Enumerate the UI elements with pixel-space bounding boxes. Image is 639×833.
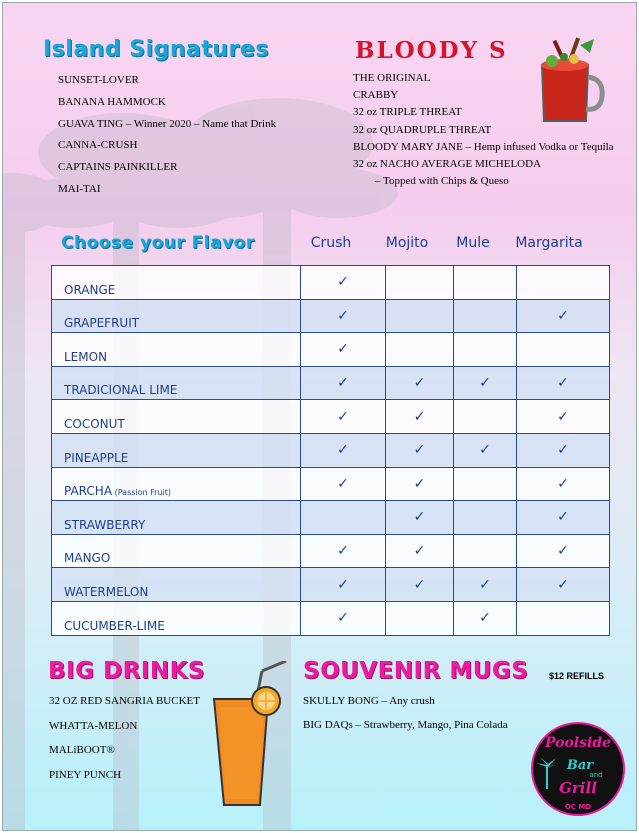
flavor-sublabel: (Passion Fruit): [112, 488, 171, 498]
check-icon: ✓: [337, 408, 349, 425]
check-icon: ✓: [337, 442, 349, 459]
check-cell: [386, 501, 454, 535]
check-cell: [386, 601, 454, 635]
column-header-mojito: Mojito: [385, 235, 429, 251]
check-cell: [386, 366, 454, 400]
list-item: PINEY PUNCH: [49, 768, 122, 781]
list-item: 32 oz QUADRUPLE THREAT: [353, 123, 492, 136]
list-item: MALiBOOT®: [49, 744, 115, 756]
list-item: BIG DAQs – Strawberry, Mango, Pina Colada: [303, 719, 508, 731]
flavor-label: MANGO: [64, 551, 111, 566]
flavor-label: CUCUMBER-LIME: [64, 618, 165, 633]
flavor-label: STRAWBERRY: [64, 517, 146, 532]
flavor-name: [52, 333, 301, 367]
check-cell: [454, 366, 517, 400]
flavor-label: ORANGE: [64, 282, 116, 297]
check-cell: [454, 467, 517, 501]
list-item: BLOODY MARY JANE – Hemp infused Vodka or Tequila: [353, 140, 614, 153]
check-cell: [454, 534, 517, 568]
flavor-label: COCONUT: [64, 416, 125, 431]
menu-page: [2, 2, 637, 831]
check-icon: ✓: [479, 375, 491, 392]
flavor-label: TRADICIONAL LIME: [64, 383, 178, 398]
list-item: – Topped with Chips & Queso: [375, 175, 509, 188]
check-cell: [301, 400, 386, 434]
check-cell: [517, 400, 610, 434]
check-icon: ✓: [337, 610, 349, 627]
flavor-label: PARCHA: [64, 484, 113, 499]
check-icon: ✓: [479, 576, 491, 593]
column-header-margarita: Margarita: [515, 235, 583, 251]
check-icon: ✓: [337, 576, 349, 593]
table-row: [52, 366, 610, 400]
flavor-name: [52, 400, 301, 434]
check-cell: [454, 501, 517, 535]
flavor-name: [52, 501, 301, 535]
check-icon: ✓: [479, 442, 491, 459]
souvenir-title: SOUVENIR MUGS: [303, 658, 529, 684]
signatures-title: Island Signatures: [43, 37, 269, 62]
check-cell: [517, 266, 610, 300]
check-cell: [301, 534, 386, 568]
check-cell: [517, 433, 610, 467]
list-item: BANANA HAMMOCK: [58, 95, 166, 108]
check-cell: [517, 467, 610, 501]
check-icon: ✓: [557, 442, 569, 459]
list-item: GUAVA TING – Winner 2020 – Name that Drink: [58, 117, 277, 130]
check-icon: ✓: [557, 543, 569, 560]
table-row: [52, 400, 610, 434]
logo-line2: Bar: [566, 758, 594, 773]
check-icon: ✓: [413, 475, 426, 492]
flavor-name: [52, 467, 301, 501]
check-icon: ✓: [337, 543, 349, 560]
logo-line3: and: [589, 771, 603, 779]
flavor-label: WATERMELON: [64, 584, 149, 599]
check-cell: [454, 400, 517, 434]
column-header-mule: Mule: [456, 235, 490, 251]
check-cell: [301, 299, 386, 333]
poolside-logo: [530, 721, 626, 817]
table-row: [52, 601, 610, 635]
check-cell: [517, 299, 610, 333]
table-row: [52, 266, 610, 300]
check-cell: [301, 266, 386, 300]
table-row: [52, 333, 610, 367]
flavor-label: LEMON: [64, 349, 108, 364]
table-row: [52, 433, 610, 467]
check-cell: [301, 501, 386, 535]
list-item: CANNA-CRUSH: [58, 139, 138, 152]
check-icon: ✓: [337, 274, 349, 291]
check-icon: ✓: [557, 307, 569, 324]
table-row: [52, 299, 610, 333]
list-item: WHATTA-MELON: [49, 719, 138, 732]
flavor-name: [52, 568, 301, 602]
check-cell: [386, 400, 454, 434]
check-cell: [386, 299, 454, 333]
check-icon: ✓: [479, 610, 491, 627]
check-icon: ✓: [337, 375, 349, 392]
check-cell: [517, 568, 610, 602]
souvenir-list: [303, 689, 508, 737]
list-item: 32 oz NACHO AVERAGE MICHELODA: [353, 158, 542, 171]
check-icon: ✓: [557, 408, 569, 425]
flavors-title: Choose your Flavor: [61, 233, 255, 253]
check-icon: ✓: [413, 509, 426, 526]
list-item: THE ORIGINAL: [353, 72, 431, 84]
check-cell: [517, 333, 610, 367]
flavor-name: [52, 534, 301, 568]
check-icon: ✓: [557, 475, 569, 492]
orange-juice-glass-icon: [206, 661, 298, 809]
check-icon: ✓: [337, 475, 349, 492]
list-item: CRABBY: [353, 89, 399, 102]
check-icon: ✓: [337, 307, 349, 324]
check-cell: [386, 333, 454, 367]
check-cell: [454, 333, 517, 367]
list-item: MAI-TAI: [58, 182, 101, 195]
table-row: [52, 568, 610, 602]
bloody-mary-mug-icon: [530, 37, 608, 127]
flavor-name: [52, 299, 301, 333]
signatures-list: [58, 70, 276, 201]
check-cell: [301, 433, 386, 467]
flavor-table: [51, 265, 610, 636]
check-cell: [454, 299, 517, 333]
check-icon: ✓: [413, 543, 426, 560]
check-icon: ✓: [413, 442, 426, 459]
table-row: [52, 467, 610, 501]
refill-price: $12 REFILLS: [549, 671, 605, 681]
flavor-name: [52, 266, 301, 300]
check-cell: [301, 568, 386, 602]
check-icon: ✓: [413, 408, 426, 425]
list-item: SUNSET-LOVER: [58, 74, 139, 86]
table-row: [52, 501, 610, 535]
check-cell: [454, 433, 517, 467]
check-cell: [301, 366, 386, 400]
check-icon: ✓: [557, 509, 569, 526]
logo-line5: OC MD: [564, 803, 592, 811]
check-cell: [517, 366, 610, 400]
list-item: CAPTAINS PAINKILLER: [58, 161, 178, 174]
flavor-label: PINEAPPLE: [64, 450, 129, 465]
big-drinks-list: [49, 689, 200, 787]
check-cell: [517, 601, 610, 635]
list-item: SKULLY BONG – Any crush: [303, 695, 435, 707]
logo-line4: Grill: [559, 779, 597, 797]
check-cell: [454, 601, 517, 635]
check-cell: [517, 534, 610, 568]
flavor-label: GRAPEFRUIT: [64, 316, 140, 331]
flavor-name: [52, 366, 301, 400]
column-header-crush: Crush: [310, 235, 352, 251]
logo-line1: Poolside: [544, 735, 612, 751]
check-cell: [386, 433, 454, 467]
check-cell: [386, 568, 454, 602]
check-icon: ✓: [413, 576, 426, 593]
check-icon: ✓: [337, 341, 349, 358]
flavor-name: [52, 433, 301, 467]
check-cell: [386, 467, 454, 501]
list-item: 32 oz TRIPLE THREAT: [353, 106, 462, 119]
check-cell: [301, 467, 386, 501]
check-cell: [454, 266, 517, 300]
check-icon: ✓: [413, 375, 426, 392]
check-icon: ✓: [557, 375, 569, 392]
big-drinks-title: BIG DRINKS: [48, 658, 205, 684]
check-icon: ✓: [557, 576, 569, 593]
check-cell: [454, 568, 517, 602]
check-cell: [301, 333, 386, 367]
check-cell: [517, 501, 610, 535]
table-row: [52, 534, 610, 568]
check-cell: [386, 534, 454, 568]
check-cell: [386, 266, 454, 300]
bloodys-title: BLOODY S: [355, 37, 508, 64]
check-cell: [301, 601, 386, 635]
flavor-name: [52, 601, 301, 635]
list-item: 32 OZ RED SANGRIA BUCKET: [49, 695, 200, 707]
